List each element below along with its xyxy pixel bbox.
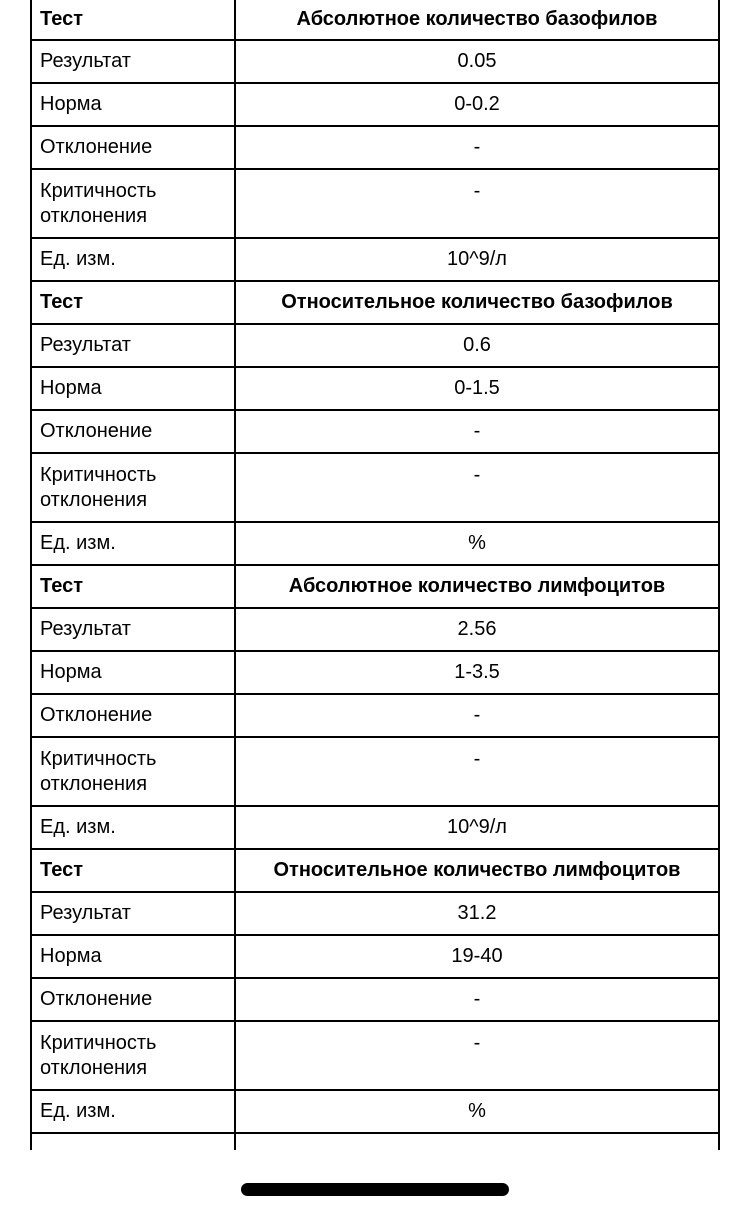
table-row-deviation bbox=[32, 695, 718, 738]
norm-value: 1-3.5 bbox=[454, 661, 500, 683]
row-label-deviation: Отклонение bbox=[32, 127, 236, 168]
criticality-value: - bbox=[473, 464, 481, 486]
row-label-norm: Норма bbox=[32, 936, 236, 977]
row-label-norm: Норма bbox=[32, 368, 236, 409]
row-label-norm: Норма bbox=[32, 84, 236, 125]
table-row-result bbox=[32, 41, 718, 84]
row-label-test: Тест bbox=[32, 566, 236, 607]
deviation-value: - bbox=[473, 988, 481, 1010]
table-row-unit bbox=[32, 523, 718, 566]
result-value: 31.2 bbox=[457, 902, 497, 924]
row-label-partial bbox=[32, 1134, 236, 1150]
norm-value: 19-40 bbox=[451, 945, 503, 967]
table-row-deviation bbox=[32, 127, 718, 170]
row-label-unit: Ед. изм. bbox=[32, 239, 236, 280]
row-label-result: Результат bbox=[32, 41, 236, 82]
row-label-deviation: Отклонение bbox=[32, 411, 236, 452]
row-value-partial bbox=[236, 1134, 718, 1150]
table-row-norm bbox=[32, 84, 718, 127]
criticality-value: - bbox=[473, 748, 481, 770]
table-row-partial bbox=[32, 1134, 718, 1150]
norm-value: 0-0.2 bbox=[454, 93, 500, 115]
table-row-unit bbox=[32, 239, 718, 282]
unit-value: % bbox=[468, 532, 486, 554]
row-label-criticality: Критичность отклонения bbox=[32, 170, 236, 237]
row-label-criticality: Критичность отклонения bbox=[32, 1022, 236, 1089]
row-label-norm: Норма bbox=[32, 652, 236, 693]
row-label-unit: Ед. изм. bbox=[32, 523, 236, 564]
unit-value: 10^9/л bbox=[447, 248, 507, 270]
row-label-criticality: Критичность отклонения bbox=[32, 454, 236, 521]
table-row-test bbox=[32, 566, 718, 609]
home-indicator[interactable] bbox=[241, 1183, 509, 1196]
table-row-norm bbox=[32, 936, 718, 979]
row-label-criticality: Критичность отклонения bbox=[32, 738, 236, 805]
table-row-criticality bbox=[32, 170, 718, 239]
criticality-value: - bbox=[473, 180, 481, 202]
table-row-unit bbox=[32, 807, 718, 850]
row-label-deviation: Отклонение bbox=[32, 979, 236, 1020]
results-table bbox=[30, 0, 720, 1150]
row-label-unit: Ед. изм. bbox=[32, 807, 236, 848]
table-row-norm bbox=[32, 652, 718, 695]
unit-value: % bbox=[468, 1100, 486, 1122]
row-label-result: Результат bbox=[32, 325, 236, 366]
table-row-test bbox=[32, 0, 718, 41]
norm-value: 0-1.5 bbox=[454, 377, 500, 399]
row-label-deviation: Отклонение bbox=[32, 695, 236, 736]
row-label-test: Тест bbox=[32, 850, 236, 891]
test-name: Относительное количество базофилов bbox=[281, 291, 673, 313]
table-row-result bbox=[32, 609, 718, 652]
table-row-deviation bbox=[32, 979, 718, 1022]
criticality-value: - bbox=[473, 1032, 481, 1054]
row-label-unit: Ед. изм. bbox=[32, 1091, 236, 1132]
deviation-value: - bbox=[473, 420, 481, 442]
table-row-criticality bbox=[32, 1022, 718, 1091]
table-row-norm bbox=[32, 368, 718, 411]
row-label-test: Тест bbox=[32, 0, 236, 39]
row-label-result: Результат bbox=[32, 609, 236, 650]
table-row-criticality bbox=[32, 454, 718, 523]
table-row-unit bbox=[32, 1091, 718, 1134]
test-name: Абсолютное количество базофилов bbox=[296, 8, 658, 30]
test-name: Относительное количество лимфоцитов bbox=[273, 859, 681, 881]
table-row-test bbox=[32, 282, 718, 325]
row-label-test: Тест bbox=[32, 282, 236, 323]
deviation-value: - bbox=[473, 704, 481, 726]
table-row-result bbox=[32, 325, 718, 368]
result-value: 2.56 bbox=[457, 618, 497, 640]
unit-value: 10^9/л bbox=[447, 816, 507, 838]
result-value: 0.05 bbox=[457, 50, 497, 72]
table-row-criticality bbox=[32, 738, 718, 807]
test-name: Абсолютное количество лимфоцитов bbox=[288, 575, 666, 597]
table-row-test bbox=[32, 850, 718, 893]
deviation-value: - bbox=[473, 136, 481, 158]
table-row-result bbox=[32, 893, 718, 936]
row-label-result: Результат bbox=[32, 893, 236, 934]
table-row-deviation bbox=[32, 411, 718, 454]
result-value: 0.6 bbox=[463, 334, 491, 356]
